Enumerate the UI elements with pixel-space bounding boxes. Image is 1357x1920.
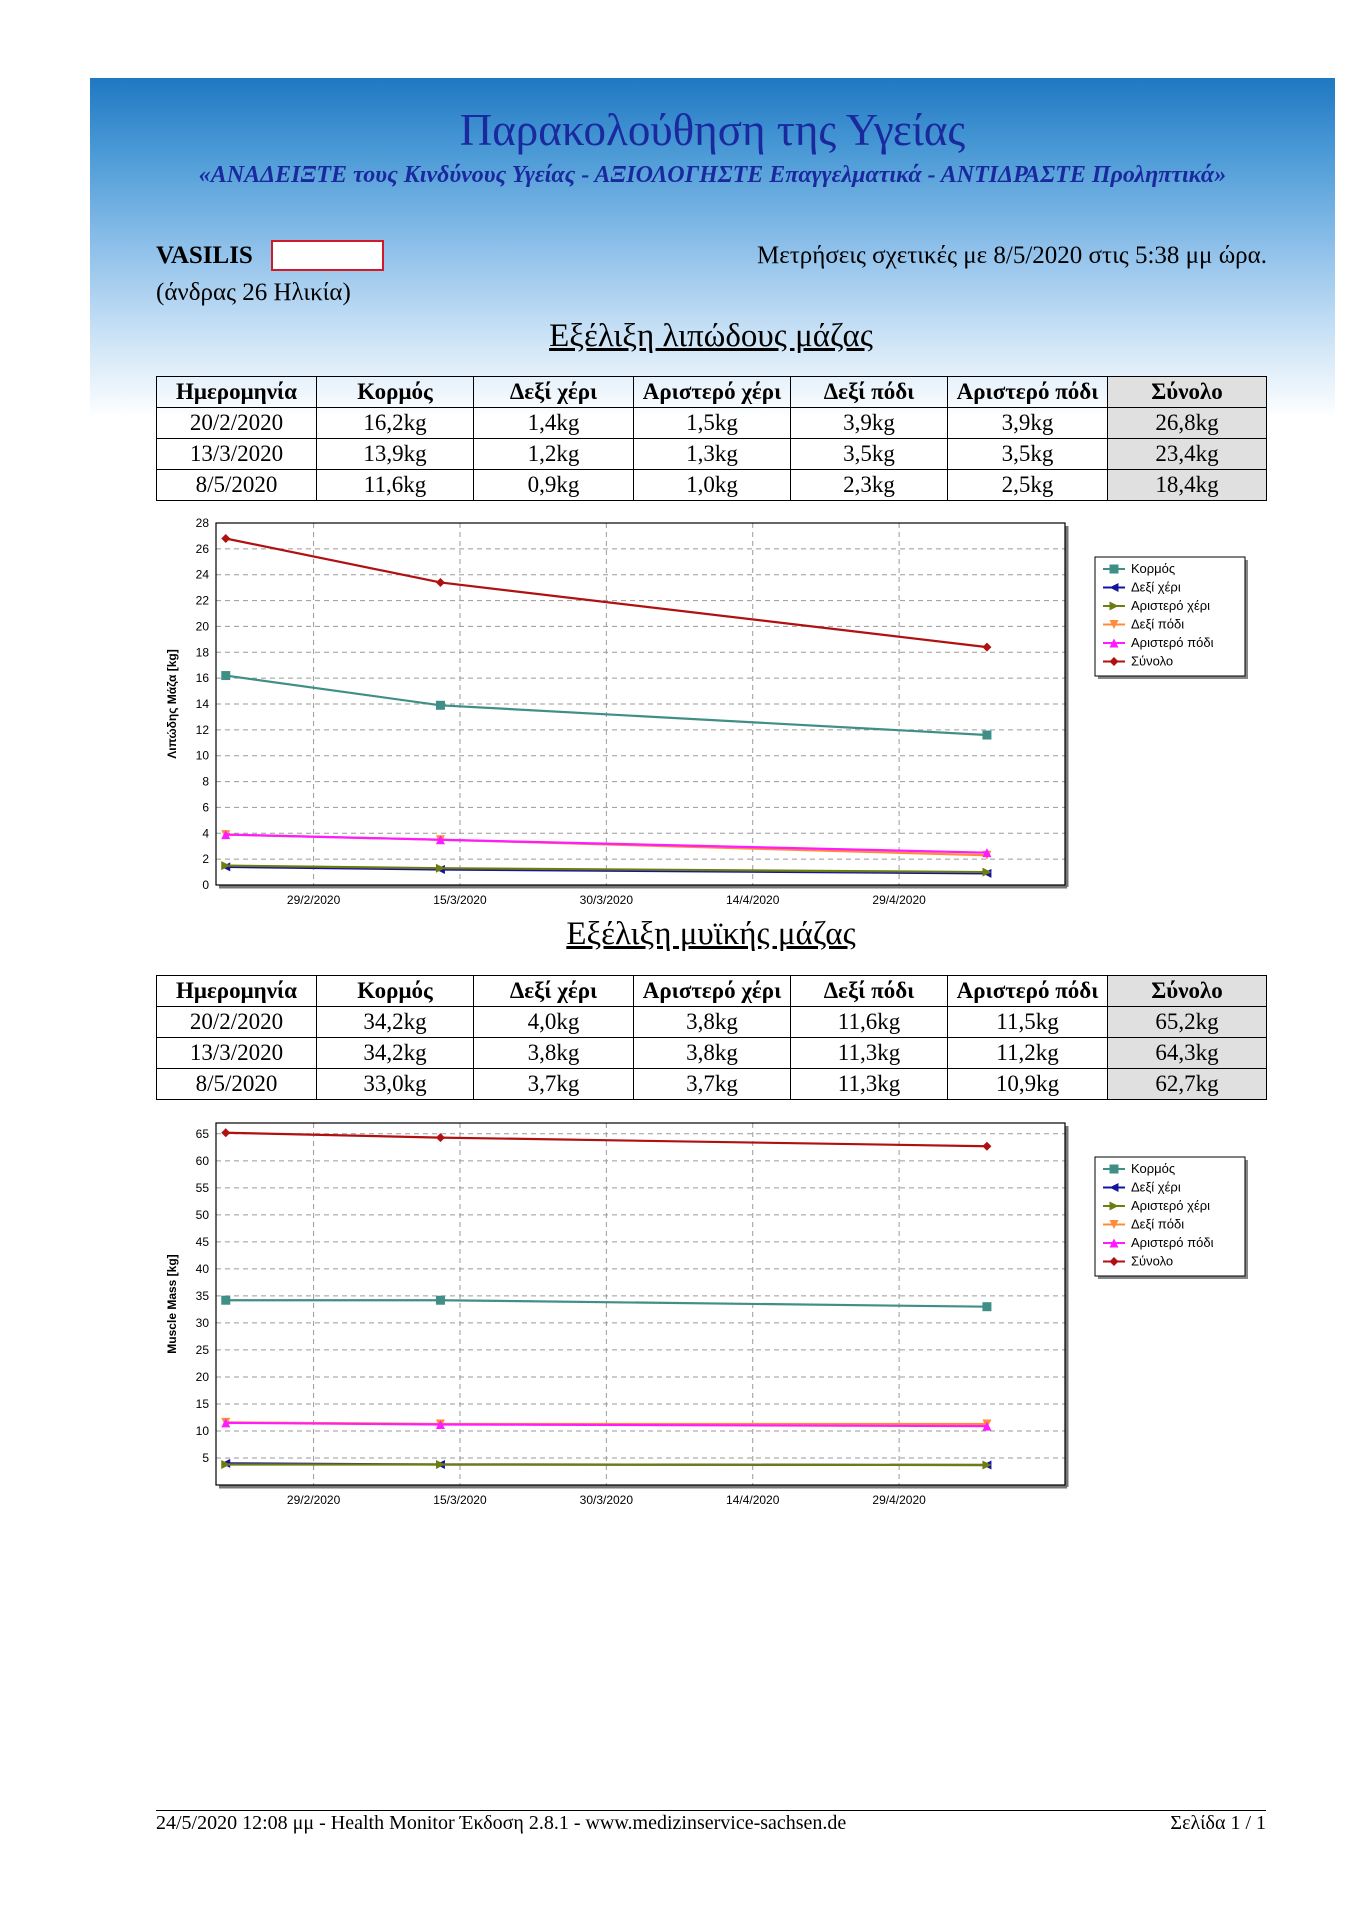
fat-mass-chart	[150, 515, 1260, 915]
y-tick-label: 20	[195, 1369, 209, 1384]
table-cell: 11,2kg	[948, 1038, 1108, 1069]
column-header: Ημερομηνία	[157, 976, 317, 1007]
column-header: Αριστερό πόδι	[948, 377, 1108, 408]
data-point	[982, 731, 991, 740]
table-cell: 1,2kg	[474, 439, 634, 470]
data-point	[436, 701, 445, 710]
column-header: Αριστερό χέρι	[634, 377, 791, 408]
column-header: Δεξί χέρι	[474, 377, 634, 408]
table-cell: 1,5kg	[634, 408, 791, 439]
table-cell: 11,6kg	[317, 470, 474, 501]
y-tick-label: 0	[202, 878, 209, 892]
table-cell-total: 26,8kg	[1108, 408, 1267, 439]
table-cell: 1,0kg	[634, 470, 791, 501]
column-header: Σύνολο	[1108, 976, 1267, 1007]
page-slogan: «ΑΝΑΔΕΙΞΤΕ τους Κινδύνους Υγείας - ΑΞΙΟΛΟΓΗΣΤΕ Επαγγελματικά - ΑΝΤΙΔΡΑΣΤΕ Προληπτικά»	[198, 162, 1227, 188]
legend-label: Αριστερό πόδι	[1131, 635, 1214, 650]
y-tick-label: 12	[195, 722, 209, 737]
column-header: Δεξί πόδι	[791, 976, 948, 1007]
redaction-box	[271, 240, 384, 271]
y-tick-label: 40	[195, 1261, 209, 1276]
column-header: Κορμός	[317, 976, 474, 1007]
y-tick-label: 15	[195, 1396, 209, 1411]
x-tick-label: 29/4/2020	[872, 893, 926, 907]
series-line	[226, 1464, 987, 1465]
legend-label: Σύνολο	[1131, 1253, 1174, 1269]
table-cell-total: 64,3kg	[1108, 1038, 1267, 1069]
y-tick-label: 6	[202, 800, 209, 815]
table-cell: 1,4kg	[474, 408, 634, 439]
table-cell-total: 62,7kg	[1108, 1069, 1267, 1100]
table-cell: 3,5kg	[948, 439, 1108, 470]
legend-label: Δεξί πόδι	[1131, 616, 1185, 632]
x-tick-label: 30/3/2020	[579, 893, 634, 907]
legend-label: Δεξί χέρι	[1131, 1179, 1181, 1195]
y-tick-label: 10	[195, 748, 209, 763]
page-title: Παρακολούθηση της Υγείας	[459, 105, 966, 155]
y-tick-label: 26	[195, 541, 209, 556]
table-cell-total: 65,2kg	[1108, 1007, 1267, 1038]
legend-label: Κορμός	[1131, 1161, 1176, 1176]
legend-label: Αριστερό χέρι	[1131, 598, 1211, 613]
legend-label: Σύνολο	[1131, 653, 1174, 669]
table-cell: 3,5kg	[791, 439, 948, 470]
data-point	[221, 1296, 230, 1305]
table-header-row	[157, 976, 1267, 1007]
table-cell: 4,0kg	[474, 1007, 634, 1038]
column-header: Κορμός	[317, 377, 474, 408]
table-cell: 3,7kg	[474, 1069, 634, 1100]
x-tick-label: 29/4/2020	[872, 1493, 926, 1507]
table-cell: 13/3/2020	[157, 439, 317, 470]
table-cell-total: 18,4kg	[1108, 470, 1267, 501]
column-header: Αριστερό πόδι	[948, 976, 1108, 1007]
x-tick-label: 15/3/2020	[433, 1493, 487, 1507]
column-header: Δεξί χέρι	[474, 976, 634, 1007]
y-tick-label: 22	[195, 593, 209, 608]
y-tick-label: 50	[195, 1207, 209, 1222]
table-cell: 11,3kg	[791, 1069, 948, 1100]
legend-label: Δεξί πόδι	[1131, 1216, 1185, 1232]
table-cell: 3,7kg	[634, 1069, 791, 1100]
table-cell: 3,9kg	[791, 408, 948, 439]
column-header: Αριστερό χέρι	[634, 976, 791, 1007]
table-cell: 2,3kg	[791, 470, 948, 501]
data-point	[221, 671, 230, 680]
table-cell: 10,9kg	[948, 1069, 1108, 1100]
y-tick-label: 4	[202, 826, 209, 841]
table-cell: 13/3/2020	[157, 1038, 317, 1069]
legend-label: Αριστερό πόδι	[1131, 1235, 1214, 1250]
x-tick-label: 15/3/2020	[433, 893, 487, 907]
y-tick-label: 5	[202, 1450, 209, 1465]
x-tick-label: 14/4/2020	[726, 1493, 780, 1507]
measurement-info: Μετρήσεις σχετικές με 8/5/2020 στις 5:38 μμ ώρα.	[757, 242, 1267, 269]
x-tick-label: 29/2/2020	[286, 893, 341, 907]
fat-section-title: Εξέλιξη λιπώδους μάζας	[549, 318, 873, 354]
table-cell: 3,8kg	[634, 1007, 791, 1038]
y-tick-label: 25	[195, 1342, 209, 1357]
table-cell: 13,9kg	[317, 439, 474, 470]
table-row	[157, 439, 1267, 470]
y-tick-label: 60	[195, 1153, 209, 1168]
y-tick-label: 18	[195, 645, 209, 660]
table-cell: 3,8kg	[474, 1038, 634, 1069]
person-name: VASILIS	[156, 242, 253, 269]
muscle-mass-table	[156, 975, 1267, 1100]
legend-label: Δεξί χέρι	[1131, 579, 1181, 595]
legend-marker	[1110, 565, 1119, 574]
table-cell: 0,9kg	[474, 470, 634, 501]
y-tick-label: 35	[195, 1288, 209, 1303]
table-cell: 11,3kg	[791, 1038, 948, 1069]
table-cell: 11,5kg	[948, 1007, 1108, 1038]
table-cell: 33,0kg	[317, 1069, 474, 1100]
table-cell: 1,3kg	[634, 439, 791, 470]
y-tick-label: 10	[195, 1423, 209, 1438]
y-tick-label: 28	[195, 516, 209, 530]
y-tick-label: 55	[195, 1180, 209, 1195]
legend-label: Κορμός	[1131, 561, 1176, 576]
table-cell: 3,8kg	[634, 1038, 791, 1069]
y-tick-label: 16	[195, 671, 209, 686]
table-cell: 16,2kg	[317, 408, 474, 439]
table-cell: 8/5/2020	[157, 470, 317, 501]
y-axis-label: Λιπώδης Μάζα [kg]	[165, 649, 179, 759]
muscle-section-title: Εξέλιξη μυϊκής μάζας	[566, 916, 856, 952]
muscle-mass-chart	[150, 1115, 1260, 1515]
x-tick-label: 14/4/2020	[726, 893, 780, 907]
y-tick-label: 2	[202, 852, 209, 867]
table-cell-total: 23,4kg	[1108, 439, 1267, 470]
table-row	[157, 408, 1267, 439]
table-row	[157, 1069, 1267, 1100]
table-row	[157, 1007, 1267, 1038]
column-header: Σύνολο	[1108, 377, 1267, 408]
y-tick-label: 24	[195, 567, 209, 582]
y-tick-label: 8	[202, 774, 209, 789]
fat-mass-table	[156, 376, 1267, 501]
legend-label: Αριστερό χέρι	[1131, 1198, 1211, 1213]
table-header-row	[157, 377, 1267, 408]
y-axis-label: Muscle Mass [kg]	[165, 1254, 179, 1354]
table-cell: 34,2kg	[317, 1007, 474, 1038]
table-cell: 8/5/2020	[157, 1069, 317, 1100]
column-header: Δεξί πόδι	[791, 377, 948, 408]
table-cell: 34,2kg	[317, 1038, 474, 1069]
legend-marker	[1110, 1165, 1119, 1174]
data-point	[982, 1302, 991, 1311]
y-tick-label: 65	[195, 1126, 209, 1141]
table-cell: 11,6kg	[791, 1007, 948, 1038]
y-tick-label: 14	[195, 697, 209, 711]
table-cell: 20/2/2020	[157, 1007, 317, 1038]
x-tick-label: 30/3/2020	[579, 1493, 634, 1507]
table-row	[157, 1038, 1267, 1069]
person-description: (άνδρας 26 Ηλικία)	[156, 279, 351, 306]
footer-divider	[156, 1810, 1266, 1811]
table-row	[157, 470, 1267, 501]
y-tick-label: 30	[195, 1315, 209, 1330]
column-header: Ημερομηνία	[157, 377, 317, 408]
footer-info: 24/5/2020 12:08 μμ - Health Monitor Έκδοση 2.8.1 - www.medizinservice-sachsen.de	[156, 1812, 847, 1834]
table-cell: 3,9kg	[948, 408, 1108, 439]
y-tick-label: 45	[195, 1234, 209, 1249]
data-point	[436, 1296, 445, 1305]
x-tick-label: 29/2/2020	[286, 1493, 341, 1507]
table-cell: 2,5kg	[948, 470, 1108, 501]
page-number: Σελίδα 1 / 1	[1170, 1812, 1266, 1834]
table-cell: 20/2/2020	[157, 408, 317, 439]
y-tick-label: 20	[195, 619, 209, 634]
